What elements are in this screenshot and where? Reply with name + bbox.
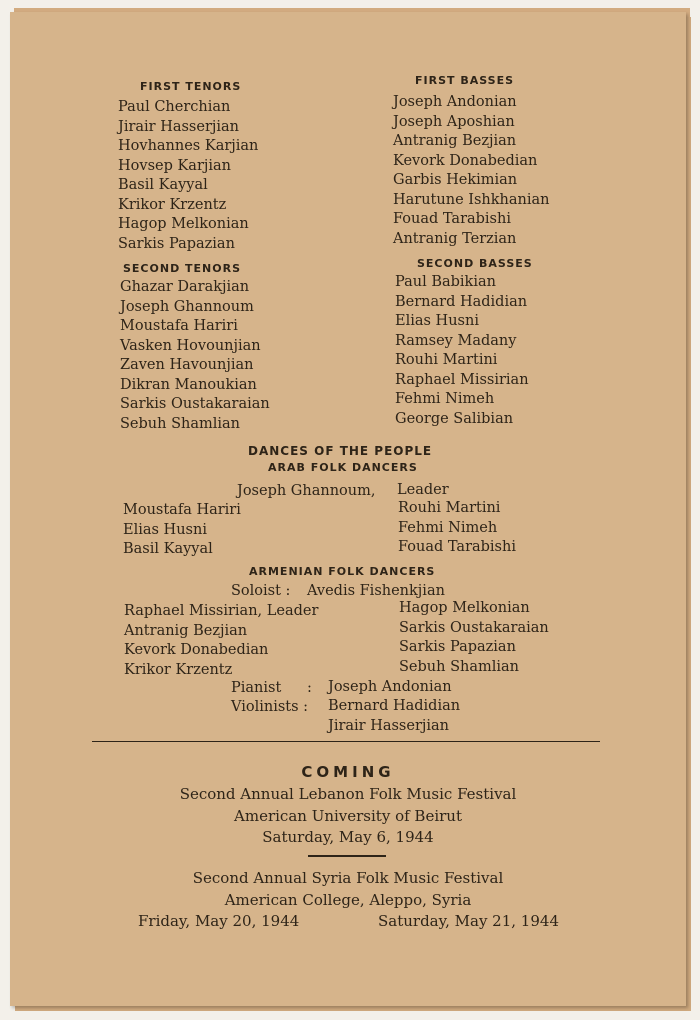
arab-dancers-heading: ARAB FOLK DANCERS	[268, 461, 418, 474]
list-item: Joseph Ghannoum	[120, 298, 254, 315]
list-item: Rouhi Martini	[398, 500, 501, 516]
list-item: Ramsey Madany	[395, 332, 517, 349]
second-basses-heading: SECOND BASSES	[417, 257, 533, 270]
list-item: Ghazar Darakjian	[120, 279, 250, 295]
list-item: Bernard Hadidian	[395, 293, 528, 310]
arab-dancers-right	[398, 499, 516, 558]
section-divider	[92, 741, 600, 742]
soloist-label: Soloist :	[231, 583, 291, 599]
list-item: Jirair Hasserjian	[118, 118, 240, 135]
violinists-list	[328, 697, 460, 736]
list-item: Antranig Bezjian	[393, 133, 517, 149]
event2-title: Second Annual Syria Folk Music Festival	[192, 869, 504, 887]
armenian-dancers-right	[399, 599, 549, 677]
list-item: Fouad Tarabishi	[393, 211, 511, 227]
armenian-dancers-heading: ARMENIAN FOLK DANCERS	[249, 565, 436, 578]
first-basses-list	[393, 93, 550, 249]
event1-date: Saturday, May 6, 1944	[262, 828, 434, 846]
list-item: Elias Husni	[395, 313, 479, 329]
list-item: Kevork Donabedian	[393, 152, 538, 169]
list-item: Sarkis Papazian	[118, 235, 235, 252]
violinists-label: Violinists :	[231, 699, 309, 715]
second-basses-list	[395, 273, 529, 429]
pianist-separator: :	[307, 680, 312, 696]
arab-leader-name: Joseph Ghannoum,	[237, 483, 376, 499]
list-item: Paul Babikian	[395, 274, 496, 290]
list-item: Rouhi Martini	[395, 352, 498, 368]
list-item: Antranig Bezjian	[124, 622, 248, 639]
list-item: Kevork Donabedian	[124, 642, 269, 658]
list-item: Garbis Hekimian	[393, 172, 518, 188]
arab-leader-role: Leader	[397, 482, 449, 498]
list-item: Hovhannes Karjian	[118, 138, 259, 154]
list-item: Krikor Krzentz	[124, 661, 233, 678]
program-page	[10, 12, 686, 1006]
first-tenors-heading: FIRST TENORS	[140, 80, 242, 93]
short-divider	[308, 855, 386, 857]
event2-date-1: Friday, May 20, 1944	[138, 912, 300, 930]
event1-place: American University of Beirut	[234, 807, 462, 825]
list-item: Antranig Terzian	[393, 230, 517, 247]
first-tenors-list	[118, 98, 258, 254]
list-item: Fehmi Nimeh	[398, 519, 498, 536]
list-item: Krikor Krzentz	[118, 196, 227, 213]
list-item: Paul Cherchian	[118, 99, 231, 115]
second-tenors-heading: SECOND TENORS	[123, 262, 241, 275]
list-item: Sebuh Shamlian	[399, 658, 520, 675]
list-item: Sarkis Oustakaraian	[399, 619, 549, 636]
armenian-dancers-left	[124, 602, 318, 680]
coming-heading: COMING	[301, 763, 395, 781]
event2-place: American College, Aleppo, Syria	[224, 891, 472, 909]
list-item: Joseph Aposhian	[393, 113, 515, 130]
list-item: Fouad Tarabishi	[398, 539, 516, 555]
list-item: Hovsep Karjian	[118, 157, 232, 174]
event2-date-2: Saturday, May 21, 1944	[378, 912, 559, 930]
list-item: Joseph Andonian	[393, 94, 517, 110]
second-tenors-list	[120, 278, 270, 434]
event1-title: Second Annual Lebanon Folk Music Festival	[179, 785, 517, 803]
list-item: Bernard Hadidian	[328, 698, 461, 714]
list-item: Basil Kayyal	[123, 541, 213, 557]
pianist-name: Joseph Andonian	[328, 679, 452, 695]
list-item: Vasken Hovounjian	[120, 337, 261, 354]
dances-title: DANCES OF THE PEOPLE	[248, 444, 433, 458]
list-item: Hagop Melkonian	[399, 600, 530, 616]
list-item: Harutune Ishkhanian	[393, 191, 550, 208]
list-item: Raphael Missirian, Leader	[124, 603, 319, 619]
soloist-name: Avedis Fishenkjian	[307, 583, 445, 599]
list-item: Dikran Manoukian	[120, 376, 257, 393]
pianist-label: Pianist	[231, 680, 282, 696]
list-item: Raphael Missirian	[395, 371, 529, 388]
list-item: Basil Kayyal	[118, 177, 208, 193]
list-item: Elias Husni	[123, 521, 207, 538]
list-item: Zaven Havounjian	[120, 357, 254, 373]
list-item: Sarkis Oustakaraian	[120, 396, 270, 412]
list-item: Sebuh Shamlian	[120, 415, 241, 432]
list-item: Sarkis Papazian	[399, 639, 516, 655]
list-item: Moustafa Hariri	[120, 318, 238, 334]
list-item: George Salibian	[395, 410, 514, 427]
first-basses-heading: FIRST BASSES	[415, 74, 515, 87]
arab-dancers-left	[123, 501, 241, 560]
list-item: Fehmi Nimeh	[395, 391, 495, 407]
list-item: Jirair Hasserjian	[328, 717, 450, 734]
list-item: Moustafa Hariri	[123, 502, 241, 518]
list-item: Hagop Melkonian	[118, 216, 249, 232]
